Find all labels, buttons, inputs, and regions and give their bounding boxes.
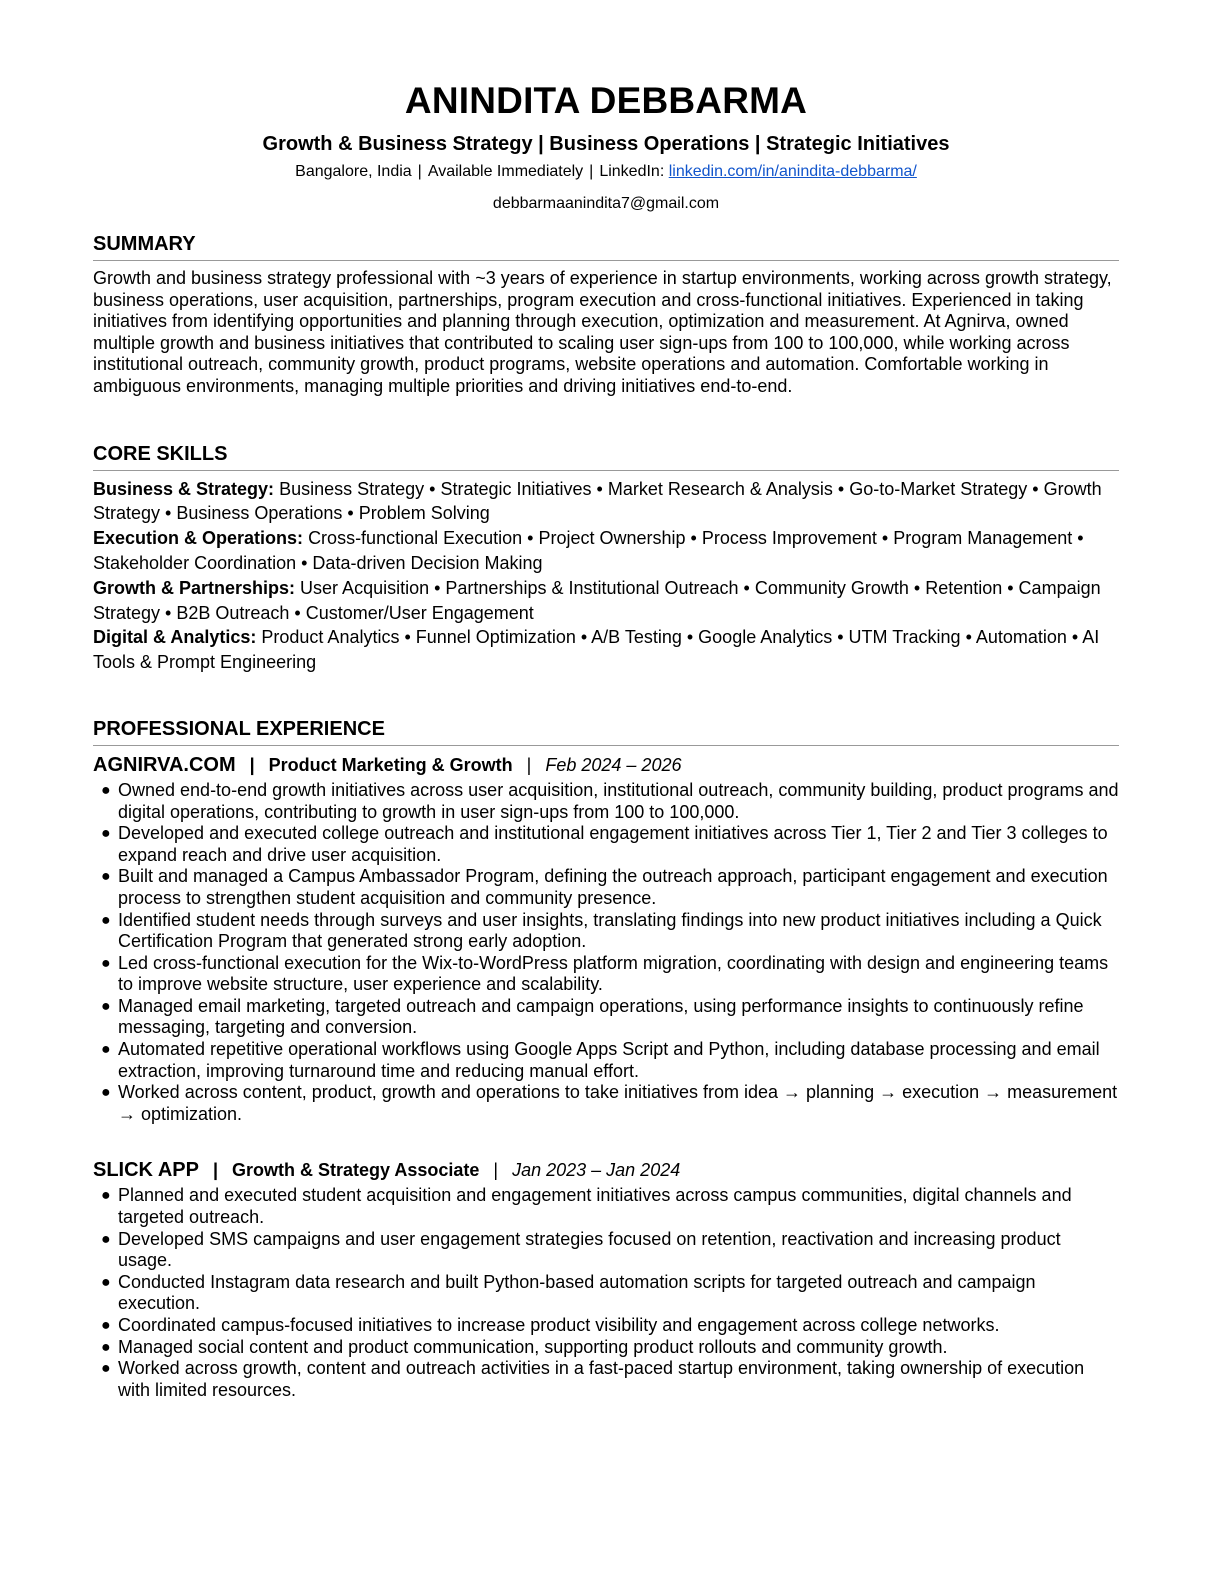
job-entry — [93, 1158, 1119, 1401]
bullet-text: Owned end-to-end growth initiatives across user acquisition, institutional outreach, community building, product programs and digital operations, contributing to growth in user sign-ups from 100 to 100,000. — [118, 779, 1119, 822]
skill-group-items: User Acquisition • Partnerships & Institutional Outreach • Community Growth • Retention • Campaign Strategy • B2B Outreach • Customer/User Engagement — [93, 577, 1101, 623]
job-header — [93, 753, 1119, 777]
summary-title: SUMMARY — [93, 232, 1119, 261]
linkedin-label: LinkedIn: — [599, 163, 665, 180]
bullet-text: Managed email marketing, targeted outreach and campaign operations, using performance insights to continuously refine messaging, targeting and conversion. — [118, 995, 1084, 1038]
linkedin-link[interactable]: linkedin.com/in/anindita-debbarma/ — [668, 163, 917, 180]
bullet-text: Led cross-functional execution for the Wix-to-WordPress platform migration, coordinating with design and engineering teams to improve website structure, user experience and scalability. — [118, 952, 1109, 995]
skill-group — [93, 477, 1119, 527]
bullet-text: Identified student needs through surveys and user insights, translating findings into new product initiatives including a Quick Certification Program that generated strong early adoption. — [118, 909, 1102, 952]
separator: | — [589, 163, 594, 180]
separator: | — [493, 1160, 499, 1181]
job-role: Growth & Strategy Associate — [231, 1160, 480, 1181]
bullet-text: Developed SMS campaigns and user engagement strategies focused on retention, reactivation and increasing product usage. — [118, 1228, 1061, 1271]
job-role: Product Marketing & Growth — [268, 754, 513, 775]
skill-group-items: Cross-functional Execution • Project Ownership • Process Improvement • Program Management • Stakeholder Coordination • Data-driven Decision Making — [93, 528, 1084, 573]
bullet-text: Worked across growth, content and outreach activities in a fast-paced startup environment, taking ownership of execution with limited resources. — [118, 1358, 1085, 1400]
list-item — [93, 823, 1119, 866]
bullet-icon: ● — [101, 868, 111, 886]
resume-page — [93, 80, 1119, 1401]
job-bullets — [93, 1185, 1119, 1401]
skill-group-label: Digital & Analytics: — [93, 627, 257, 648]
bullet-text: Worked across content, product, growth and operations to take initiatives from idea → planning → execution → measurement → optimization. — [118, 1082, 1118, 1124]
bullet-icon: ● — [101, 954, 111, 972]
list-item — [93, 1358, 1119, 1401]
list-item — [93, 996, 1119, 1039]
bullet-icon: ● — [101, 781, 111, 799]
job-dates: Jan 2023 – Jan 2024 — [512, 1160, 681, 1181]
skill-group — [93, 625, 1119, 675]
bullet-icon: ● — [101, 825, 111, 843]
separator: | — [212, 1160, 218, 1181]
list-item — [93, 780, 1119, 823]
job-header — [93, 1158, 1119, 1182]
bullet-icon: ● — [101, 997, 111, 1015]
separator: | — [249, 754, 255, 775]
list-item — [93, 1082, 1119, 1125]
job-entry — [93, 753, 1119, 1126]
experience-title: PROFESSIONAL EXPERIENCE — [93, 717, 1119, 746]
bullet-icon: ● — [101, 1338, 111, 1356]
bullet-text: Built and managed a Campus Ambassador Program, defining the outreach approach, participant engagement and execution process to strengthen student acquisition and community presence. — [118, 866, 1108, 908]
company-name: AGNIRVA.COM — [93, 753, 236, 776]
bullet-text: Automated repetitive operational workflows using Google Apps Script and Python, including database processing and email extraction, improving turnaround time and reducing manual effort. — [118, 1039, 1100, 1081]
skill-group-label: Growth & Partnerships: — [93, 577, 296, 598]
skill-group-label: Business & Strategy: — [93, 478, 275, 499]
bullet-icon: ● — [101, 1084, 111, 1102]
bullet-icon: ● — [101, 1187, 111, 1205]
email-address: debbarmaanindita7@gmail.com — [492, 195, 720, 212]
summary-text: Growth and business strategy professional with ~3 years of experience in startup environments, working across growth strategy, business operations, user acquisition, partnerships, program execution and cross-functional initiatives. Experienced in taking initiatives from identifying opportunities and planning through execution, optimization and measurement. At Agnirva, owned multiple growth and business initiatives that contributed to scaling user sign-ups from 100 to 100,000, while working across institutional outreach, community growth, product programs, website operations and automation. Comfortable working in ambiguous environments, managing multiple priorities and driving initiatives end-to-end. — [93, 268, 1112, 396]
list-item — [93, 1229, 1119, 1272]
bullet-icon: ● — [101, 911, 111, 929]
bullet-icon: ● — [101, 1317, 111, 1334]
bullet-text: Developed and executed college outreach and institutional engagement initiatives across Tier 1, Tier 2 and Tier 3 colleges to expand reach and drive user acquisition. — [118, 823, 1108, 865]
list-item — [93, 1315, 1119, 1337]
list-item — [93, 953, 1119, 996]
location: Bangalore, India — [295, 163, 412, 180]
skills-list — [93, 477, 1119, 675]
list-item — [93, 1039, 1119, 1082]
core-skills-title: CORE SKILLS — [93, 442, 1119, 471]
job-bullets — [93, 780, 1119, 1126]
list-item — [93, 1337, 1119, 1359]
job-dates: Feb 2024 – 2026 — [545, 754, 682, 775]
bullet-icon: ● — [101, 1360, 111, 1378]
skill-group-items: Product Analytics • Funnel Optimization • A/B Testing • Google Analytics • UTM Tracking • Automation • AI Tools & Prompt Engineering — [93, 627, 1100, 673]
skill-group-label: Execution & Operations: — [93, 528, 304, 549]
list-item — [93, 910, 1119, 953]
list-item — [93, 1272, 1119, 1315]
candidate-name: ANINDITA DEBBARMA — [404, 80, 808, 121]
bullet-icon: ● — [101, 1273, 111, 1291]
list-item — [93, 866, 1119, 909]
bullet-icon: ● — [101, 1230, 111, 1248]
skill-group-items: Business Strategy • Strategic Initiatives • Market Research & Analysis • Go-to-Market Strategy • Growth Strategy • Business Operations • Problem Solving — [93, 478, 1102, 524]
headline: Growth & Business Strategy | Business Operations | Strategic Initiatives — [262, 133, 950, 155]
bullet-text: Planned and executed student acquisition and engagement initiatives across campus communities, digital channels and targeted outreach. — [118, 1185, 1072, 1228]
skill-group — [93, 576, 1119, 626]
separator: | — [417, 163, 422, 180]
skill-group — [93, 526, 1119, 576]
company-name: SLICK APP — [93, 1159, 199, 1182]
availability: Available Immediately — [427, 163, 584, 180]
bullet-text: Managed social content and product communication, supporting product rollouts and community growth. — [118, 1336, 948, 1357]
bullet-text: Coordinated campus-focused initiatives to increase product visibility and engagement across college networks. — [118, 1315, 1000, 1335]
bullet-icon: ● — [101, 1041, 111, 1059]
list-item — [93, 1185, 1119, 1228]
separator: | — [526, 754, 532, 775]
bullet-text: Conducted Instagram data research and built Python-based automation scripts for targeted outreach and campaign execution. — [118, 1271, 1036, 1314]
contact-line — [93, 162, 1119, 182]
